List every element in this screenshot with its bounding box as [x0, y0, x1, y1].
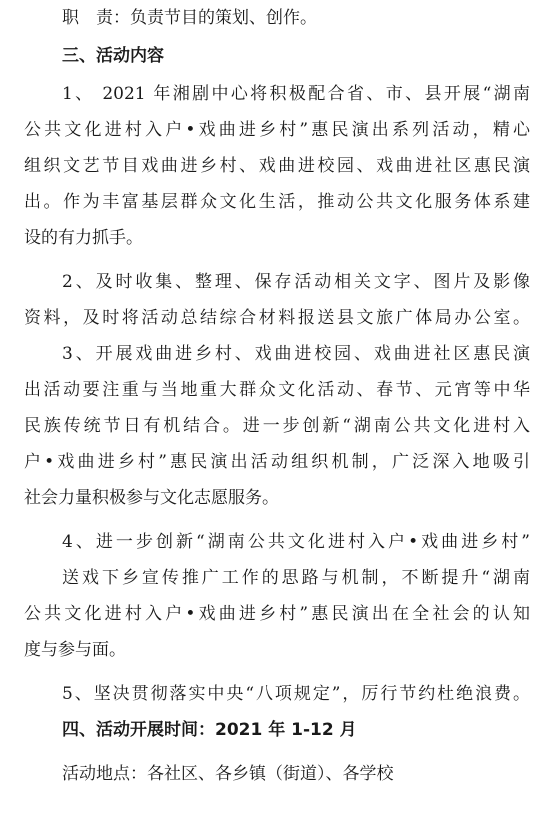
item-3-line: 3、开展戏曲进乡村、戏曲进校园、戏曲进社区惠民演 [62, 344, 530, 364]
section-3-heading: 三、活动内容 [62, 46, 164, 66]
section-4-heading: 四、活动开展时间：2021 年 1-12 月 [62, 720, 357, 740]
item-5-line: 5、坚决贯彻落实中央“八项规定”，厉行节约杜绝浪费。 [62, 684, 530, 704]
item-1-line: 公共文化进村入户•戏曲进乡村”惠民演出系列活动，精心 [24, 120, 530, 140]
item-1-line: 1、 2021 年湘剧中心将积极配合省、市、县开展“湖南 [62, 84, 530, 104]
item-3-line: 户•戏曲进乡村”惠民演出活动组织机制，广泛深入地吸引 [24, 452, 530, 472]
item-4-line: 度与参与面。 [24, 640, 126, 660]
item-2-line: 资料，及时将活动总结综合材料报送县文旅广体局办公室。 [24, 308, 530, 328]
item-1-line: 组织文艺节目戏曲进乡村、戏曲进校园、戏曲进社区惠民演 [24, 156, 530, 176]
item-3-line: 民族传统节日有机结合。进一步创新“湖南公共文化进村入 [24, 416, 530, 436]
duty-line: 职 责：负责节目的策划、创作。 [62, 8, 317, 28]
location-line: 活动地点：各社区、各乡镇（街道）、各学校 [62, 764, 394, 784]
item-3-line: 出活动要注重与当地重大群众文化活动、春节、元宵等中华 [24, 380, 530, 400]
item-4-line: 4、进一步创新“湖南公共文化进村入户•戏曲进乡村” [62, 532, 530, 552]
item-2-line: 2、及时收集、整理、保存活动相关文字、图片及影像 [62, 272, 530, 292]
item-1-line: 设的有力抓手。 [24, 228, 143, 248]
item-4-line: 送戏下乡宣传推广工作的思路与机制，不断提升“湖南 [62, 568, 530, 588]
item-1-line: 出。作为丰富基层群众文化生活，推动公共文化服务体系建 [24, 192, 530, 212]
item-3-line: 社会力量积极参与文化志愿服务。 [24, 488, 279, 508]
item-4-line: 公共文化进村入户•戏曲进乡村”惠民演出在全社会的认知 [24, 604, 530, 624]
